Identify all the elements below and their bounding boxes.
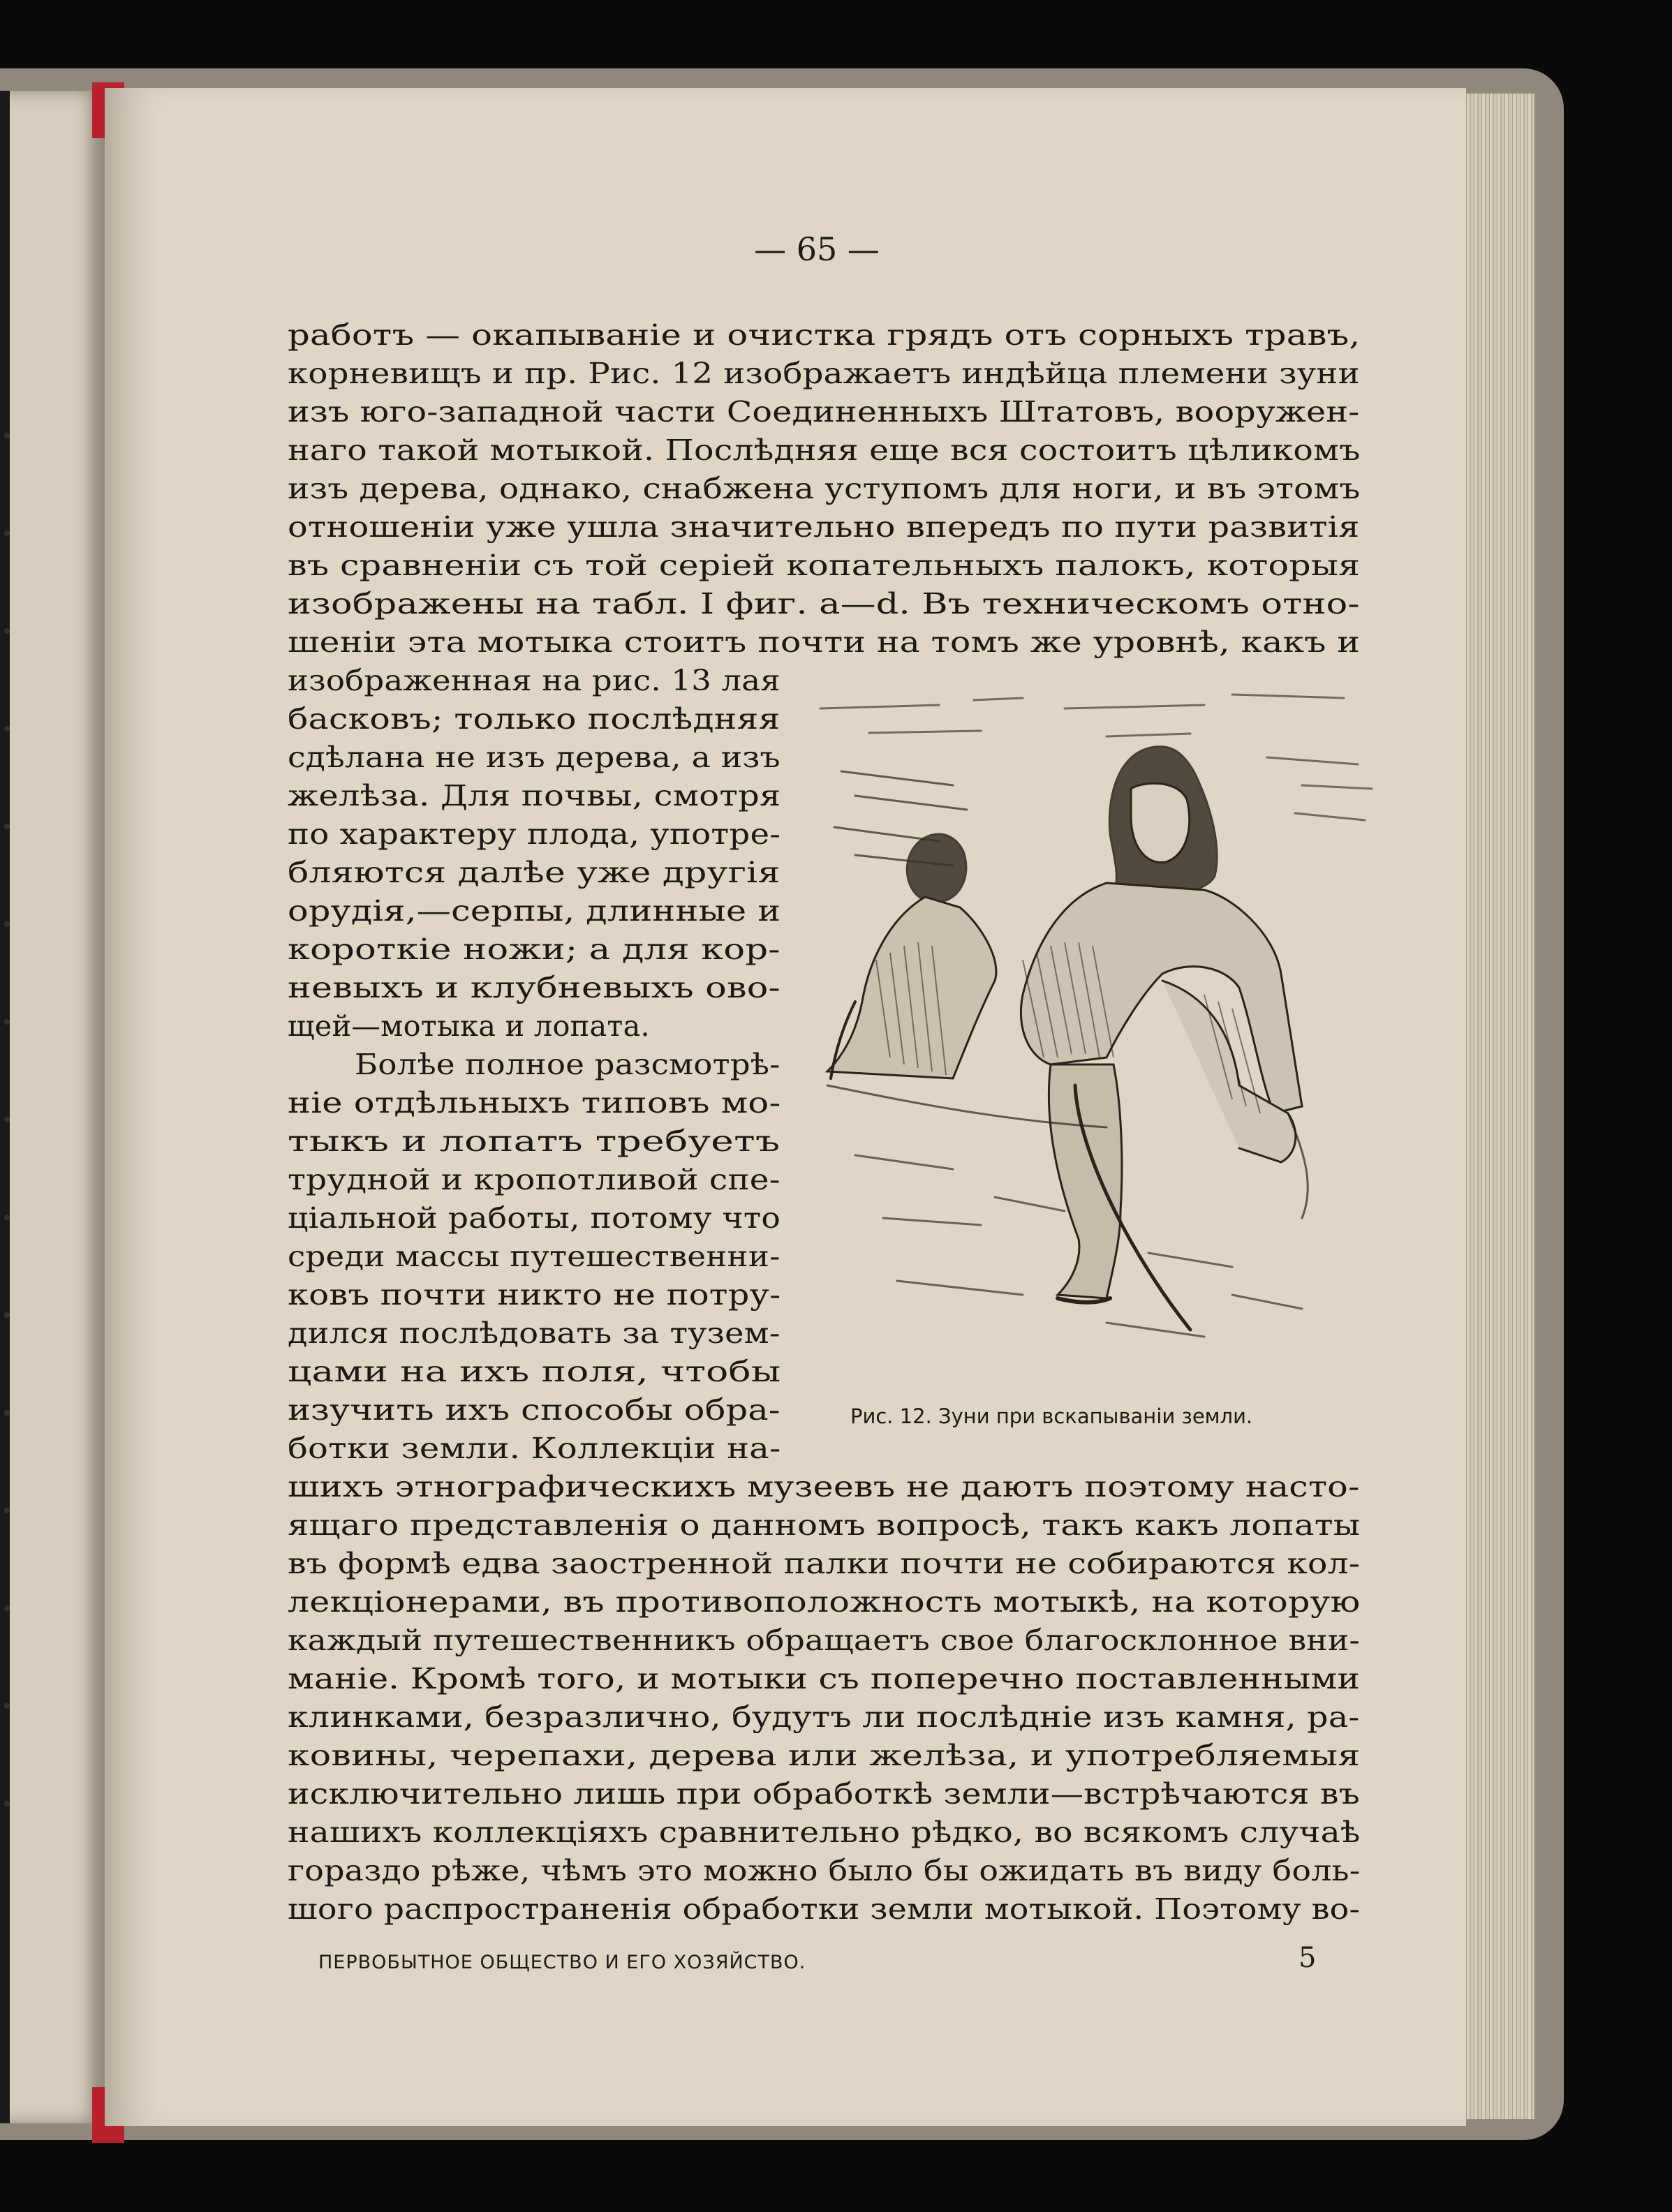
left-page-mark (4, 921, 10, 927)
text-line: ціальной работы, потому что (288, 1201, 781, 1235)
text-line: орудія,—серпы, длинные и (288, 893, 781, 928)
left-page-gutter (0, 91, 10, 2123)
text-line: клинками, безразлично, будутъ ли послѣдніе изъ камня, ра- (288, 1700, 1360, 1734)
text-line: наго такой мотыкой. Послѣдняя еще вся состоитъ цѣликомъ (288, 433, 1361, 467)
text-line: изображены на табл. I фиг. a—d. Въ техническомъ отно- (288, 586, 1360, 621)
text-line: тыкъ и лопатъ требуетъ (288, 1124, 780, 1158)
left-page-mark (4, 433, 10, 438)
text-line: въ сравненіи съ той серіей копательныхъ палокъ, которыя (288, 548, 1361, 582)
text-line: ковины, черепахи, дерева или желѣза, и употребляемыя (288, 1738, 1361, 1772)
text-line: Болѣе полное разсмотрѣ- (355, 1047, 780, 1081)
figure-caption: Рис. 12. Зуни при вскапываніи земли. (850, 1404, 1253, 1428)
text-line: сдѣлана не изъ дерева, а изъ (288, 740, 780, 774)
page-number: — 65 — (754, 230, 880, 268)
left-page-mark (4, 1410, 10, 1416)
text-line: короткіе ножи; а для кор- (288, 932, 780, 966)
text-line: въ формѣ едва заостренной палки почти не собираются кол- (288, 1546, 1360, 1580)
text-line: щей—мотыка и лопата. (288, 1009, 650, 1043)
page-footer-title: ПЕРВОБЫТНОЕ ОБЩЕСТВО И ЕГО ХОЗЯЙСТВО. (318, 1952, 806, 1973)
text-line: цами на ихъ поля, чтобы (288, 1354, 781, 1388)
text-line: невыхъ и клубневыхъ ово- (288, 970, 780, 1004)
text-line: трудной и кропотливой спе- (288, 1162, 780, 1196)
text-line: ботки земли. Коллекціи на- (288, 1431, 781, 1465)
text-line: ящаго представленія о данномъ вопросѣ, такъ какъ лопаты (288, 1508, 1361, 1542)
text-line: по характеру плода, употре- (288, 817, 781, 851)
left-page-mark (4, 726, 10, 732)
page-stack-edge (1459, 94, 1534, 2119)
figure-zuni-illustration (813, 667, 1403, 1393)
text-line: изъ дерева, однако, снабжена уступомъ для ноги, и въ этомъ (288, 471, 1361, 505)
left-page-mark (4, 530, 10, 536)
left-page-mark (4, 1117, 10, 1122)
text-line: бляются далѣе уже другія (288, 855, 780, 889)
left-page-mark (4, 1215, 10, 1220)
text-line: среди массы путешественни- (288, 1239, 780, 1273)
left-page-mark (4, 1508, 10, 1513)
text-line: ніе отдѣльныхъ типовъ мо- (288, 1085, 781, 1120)
left-page-mark (4, 1703, 10, 1709)
text-line: отношеніи уже ушла значительно впередъ по пути развитія (288, 510, 1360, 544)
text-line: дился послѣдовать за тузем- (288, 1316, 780, 1350)
left-page-mark (4, 1605, 10, 1611)
left-page-mark (4, 1312, 10, 1318)
text-line: работъ — окапываніе и очистка грядъ отъ сорныхъ травъ, (288, 318, 1361, 352)
text-line: шого распространенія обработки земли мотыкой. Поэтому во- (288, 1892, 1361, 1926)
text-line: изображенная на рис. 13 лая (288, 663, 780, 697)
left-page-mark (4, 1019, 10, 1025)
text-line: ковъ почти никто не потру- (288, 1277, 781, 1312)
left-page (0, 91, 105, 2123)
signature-mark: 5 (1299, 1942, 1317, 1974)
text-line: изучить ихъ способы обра- (288, 1393, 780, 1427)
text-line: шихъ этнографическихъ музеевъ не даютъ поэтому насто- (288, 1469, 1360, 1504)
text-line: желѣза. Для почвы, смотря (288, 778, 781, 812)
text-line: изъ юго-западной части Соединенныхъ Штатовъ, вооружен- (288, 394, 1360, 429)
text-line: лекціонерами, въ противоположность мотыкѣ, на которую (288, 1584, 1361, 1619)
left-page-mark (4, 628, 10, 634)
text-line: басковъ; только послѣдняя (288, 702, 780, 736)
text-line: корневищъ и пр. Рис. 12 изображаетъ индѣйца племени зуни (288, 356, 1360, 390)
text-line: маніе. Кромѣ того, и мотыки съ поперечно поставленными (288, 1661, 1361, 1695)
left-page-mark (4, 824, 10, 829)
text-line: исключительно лишь при обработкѣ земли—встрѣчаются въ (288, 1776, 1360, 1811)
text-line: шеніи эта мотыка стоитъ почти на томъ же уровнѣ, какъ и (288, 625, 1361, 659)
text-line: гораздо рѣже, чѣмъ это можно было бы ожидать въ виду боль- (288, 1853, 1361, 1887)
text-line: каждый путешественникъ обращаетъ свое благосклонное вни- (288, 1623, 1361, 1657)
text-line: нашихъ коллекціяхъ сравнительно рѣдко, во всякомъ случаѣ (288, 1815, 1361, 1849)
left-page-mark (4, 1801, 10, 1806)
